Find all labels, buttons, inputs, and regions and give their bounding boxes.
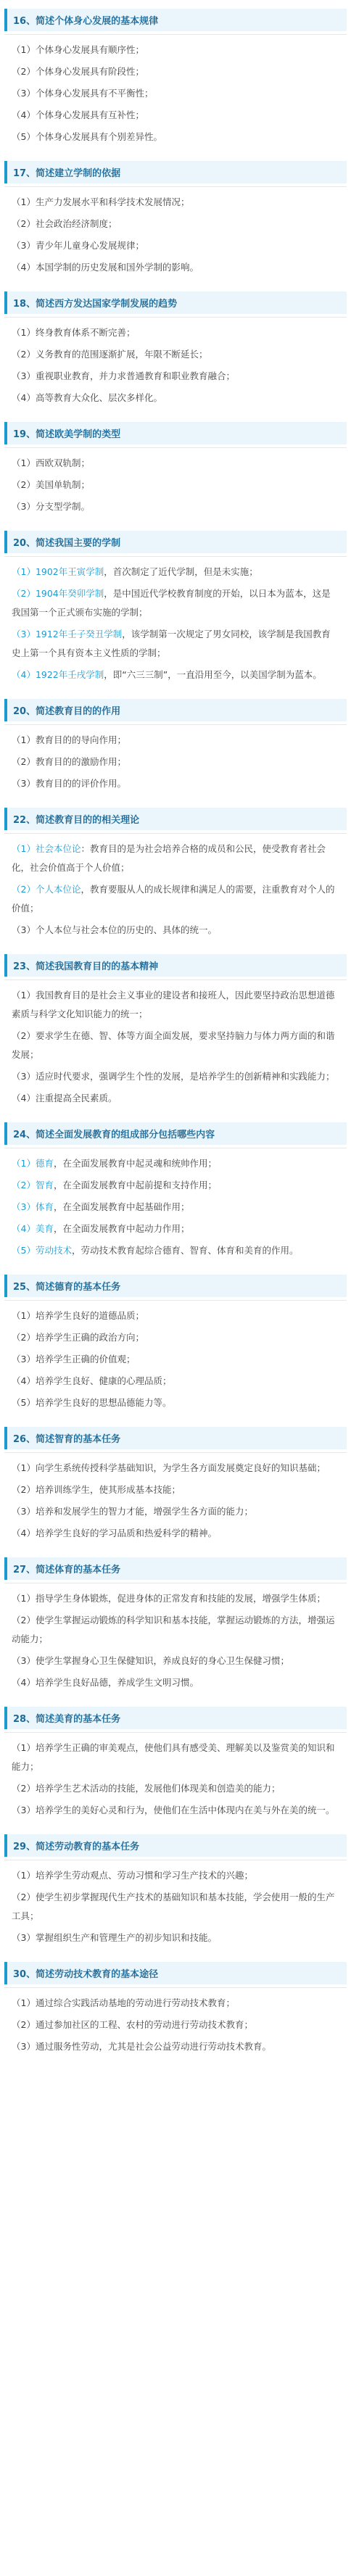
- list-item: [4, 213, 347, 235]
- list-item: [4, 61, 347, 83]
- item-text: ：教育目的是为社会培养合格的成员和公民，使受教育者社会化，社会价值高于个人价值；: [12, 843, 326, 873]
- section: [4, 1275, 347, 1414]
- list-item: [4, 1610, 347, 1650]
- list-item: [4, 1153, 347, 1175]
- list-item: [4, 2014, 347, 2036]
- item-text: ，即“六三三制”，一直沿用至今，以美国学制为蓝本。: [104, 669, 322, 680]
- heading-divider: [4, 317, 347, 318]
- section-heading: 28、简述美育的基本任务: [4, 1707, 347, 1729]
- list-item: [4, 496, 347, 518]
- section: [4, 1427, 347, 1544]
- section: [4, 808, 347, 941]
- heading-divider: [4, 34, 347, 35]
- item-text: （3）青少年儿童身心发展规律；: [12, 240, 144, 251]
- heading-divider: [4, 1732, 347, 1733]
- list-item: [4, 838, 347, 879]
- list-item: [4, 879, 347, 919]
- item-text: （1）培养学生正确的审美观点，使他们具有感受美、理解美以及鉴赏美的知识和能力；: [12, 1742, 335, 1772]
- item-text: （1）指导学生身体锻炼，促进身体的正常发育和技能的发展，增强学生体质；: [12, 1593, 326, 1604]
- item-text: （3）通过服务性劳动，尤其是社会公益劳动进行劳动技术教育。: [12, 2041, 271, 2052]
- item-text: （2）使学生初步掌握现代生产技术的基础知识和基本技能，学会使用一般的生产工具；: [12, 1892, 335, 1921]
- item-text: （4）本国学制的历史发展和国外学制的影响。: [12, 262, 199, 273]
- item-text: （1）教育目的的导向作用；: [12, 734, 126, 745]
- section-heading: 24、简述全面发展教育的组成部分包括哪些内容: [4, 1122, 347, 1145]
- list-item: [4, 561, 347, 583]
- item-text: （4）注重提高全民素质。: [12, 1093, 117, 1103]
- list-item: [4, 1370, 347, 1392]
- list-item: [4, 474, 347, 496]
- highlight-term: （3）1912年壬子癸丑学制: [12, 629, 123, 639]
- item-text: （1）个体身心发展具有顺序性；: [12, 44, 144, 55]
- list-item: [4, 1737, 347, 1778]
- item-text: ，在全面发展教育中起灵魂和统帅作用；: [53, 1158, 217, 1169]
- list-item: [4, 126, 347, 148]
- item-text: ，教育要服从人的成长规律和满足人的需要，注重教育对个人的价值；: [12, 884, 335, 914]
- highlight-term: （3）体育: [12, 1201, 54, 1212]
- section-heading: 25、简述德育的基本任务: [4, 1275, 347, 1297]
- list-item: [4, 773, 347, 795]
- item-text: （1）西欧双轨制；: [12, 457, 90, 468]
- section-heading: 17、简述建立学制的依据: [4, 161, 347, 183]
- item-text: （2）使学生掌握运动锻炼的科学知识和基本技能，掌握运动锻炼的方法，增强运动能力；: [12, 1615, 335, 1644]
- item-text: （1）培养学生劳动观点、劳动习惯和学习生产技术的兴趣；: [12, 1870, 253, 1881]
- list-item: [4, 1305, 347, 1327]
- section: [4, 422, 347, 518]
- list-item: [4, 1457, 347, 1479]
- highlight-term: （1）社会本位论: [12, 843, 81, 854]
- item-text: （3）培养学生的美好心灵和行为，使他们在生活中体现内在美与外在美的统一。: [12, 1805, 335, 1815]
- section-heading: 22、简述教育目的的相关理论: [4, 808, 347, 830]
- highlight-term: （4）1922年壬戌学制: [12, 669, 104, 680]
- list-item: [4, 1088, 347, 1109]
- item-text: （2）义务教育的范围逐渐扩展，年限不断延长；: [12, 349, 208, 360]
- item-text: ，在全面发展教育中起基础作用；: [53, 1201, 190, 1212]
- item-text: （1）终身教育体系不断完善；: [12, 327, 136, 338]
- section-heading: 23、简述我国教育目的的基本精神: [4, 954, 347, 977]
- item-text: （3）重视职业教育，并力求普通教育和职业教育融合；: [12, 370, 235, 381]
- highlight-term: （1）德育: [12, 1158, 54, 1169]
- list-item: [4, 1196, 347, 1218]
- list-item: [4, 1800, 347, 1821]
- list-item: [4, 1175, 347, 1196]
- item-text: （1）生产力发展水平和科学技术发展情况；: [12, 196, 190, 207]
- item-text: ，该学制第一次规定了男女同校，该学制是我国教育史上第一个具有资本主义性质的学制；: [12, 629, 331, 658]
- list-item: [4, 1066, 347, 1088]
- list-item: [4, 1650, 347, 1672]
- list-item: [4, 1240, 347, 1262]
- item-text: （2）要求学生在德、智、体等方面全面发展，要求坚持脑力与体力两方面的和谐发展；: [12, 1030, 335, 1060]
- list-item: [4, 235, 347, 257]
- list-item: [4, 1927, 347, 1949]
- list-item: [4, 1992, 347, 2014]
- item-text: （2）培养训练学生，使其形成基本技能；: [12, 1484, 181, 1495]
- item-text: （2）教育目的的激励作用；: [12, 756, 126, 767]
- heading-divider: [4, 556, 347, 557]
- item-text: （1）向学生系统传授科学基础知识，为学生各方面发展奠定良好的知识基础；: [12, 1462, 326, 1473]
- list-item: [4, 985, 347, 1025]
- heading-divider: [4, 1987, 347, 1988]
- section-heading: 26、简述智育的基本任务: [4, 1427, 347, 1449]
- section-heading: 19、简述欧美学制的类型: [4, 422, 347, 444]
- list-item: [4, 1865, 347, 1887]
- item-text: ，是中国近代学校教育制度的开始，以日本为蓝本，这是我国第一个正式颁布实施的学制；: [12, 588, 331, 618]
- list-item: [4, 39, 347, 61]
- section: [4, 1122, 347, 1262]
- highlight-term: （2）个人本位论: [12, 884, 81, 895]
- section: [4, 1962, 347, 2058]
- list-item: [4, 1349, 347, 1370]
- section: [4, 699, 347, 795]
- section-heading: 27、简述体育的基本任务: [4, 1557, 347, 1580]
- item-text: （2）个体身心发展具有阶段性；: [12, 66, 144, 77]
- list-item: [4, 664, 347, 686]
- highlight-term: （5）劳动技术: [12, 1245, 72, 1256]
- list-item: [4, 104, 347, 126]
- section-heading: 20、简述教育目的的作用: [4, 699, 347, 721]
- list-item: [4, 344, 347, 365]
- item-text: （3）掌握组织生产和管理生产的初步知识和技能。: [12, 1932, 217, 1943]
- section-heading: 20、简述我国主要的学制: [4, 531, 347, 553]
- item-text: ，在全面发展教育中起动力作用；: [53, 1223, 190, 1234]
- highlight-term: （2）智育: [12, 1180, 54, 1190]
- list-item: [4, 387, 347, 409]
- section: [4, 954, 347, 1109]
- section: [4, 9, 347, 148]
- list-item: [4, 1501, 347, 1523]
- list-item: [4, 1778, 347, 1800]
- section-heading: 30、简述劳动技术教育的基本途径: [4, 1962, 347, 1984]
- list-item: [4, 2036, 347, 2058]
- item-text: （2）美国单轨制；: [12, 479, 90, 490]
- list-item: [4, 191, 347, 213]
- item-text: （2）培养学生正确的政治方向；: [12, 1332, 144, 1343]
- section: [4, 531, 347, 686]
- item-text: （2）培养学生艺术活动的技能，发展他们体现美和创造美的能力；: [12, 1783, 281, 1794]
- item-text: （4）培养学生良好的学习品质和热爱科学的精神。: [12, 1528, 217, 1538]
- item-text: （1）我国教育目的是社会主义事业的建设者和接班人，因此要坚持政治思想道德素质与科学文化知识能力的统一；: [12, 990, 335, 1019]
- item-text: ，首次制定了近代学制，但是未实施；: [104, 566, 258, 577]
- list-item: [4, 1672, 347, 1694]
- item-text: （3）培养学生正确的价值观；: [12, 1354, 136, 1364]
- list-item: [4, 751, 347, 773]
- section: [4, 1707, 347, 1821]
- list-item: [4, 919, 347, 941]
- list-item: [4, 83, 347, 104]
- item-text: （4）培养学生良好、健康的心理品质；: [12, 1375, 172, 1386]
- item-text: （1）通过综合实践活动基地的劳动进行劳动技术教育；: [12, 1997, 235, 2008]
- item-text: （3）教育目的的评价作用。: [12, 778, 126, 789]
- list-item: [4, 1588, 347, 1610]
- section-heading: 18、简述西方发达国家学制发展的趋势: [4, 291, 347, 314]
- heading-divider: [4, 1300, 347, 1301]
- item-text: （4）高等教育大众化、层次多样化。: [12, 392, 162, 403]
- item-text: （4）个体身心发展具有互补性；: [12, 109, 144, 120]
- heading-divider: [4, 447, 347, 448]
- list-item: [4, 583, 347, 624]
- heading-divider: [4, 1452, 347, 1453]
- item-text: （1）培养学生良好的道德品质；: [12, 1310, 144, 1321]
- heading-divider: [4, 186, 347, 187]
- list-item: [4, 322, 347, 344]
- highlight-term: （1）1902年王寅学制: [12, 566, 104, 577]
- item-text: （4）培养学生良好品德，养成学生文明习惯。: [12, 1677, 199, 1688]
- item-text: ，劳动技术教育起综合德育、智育、体育和美育的作用。: [71, 1245, 299, 1256]
- section-heading: 16、简述个体身心发展的基本规律: [4, 9, 347, 31]
- list-item: [4, 452, 347, 474]
- item-text: （3）个体身心发展具有不平衡性；: [12, 88, 154, 99]
- list-item: [4, 1523, 347, 1544]
- heading-divider: [4, 833, 347, 834]
- list-item: [4, 1218, 347, 1240]
- list-item: [4, 1479, 347, 1501]
- heading-divider: [4, 724, 347, 725]
- item-text: ，在全面发展教育中起前提和支持作用；: [53, 1180, 217, 1190]
- item-text: （3）培养和发展学生的智力才能，增强学生各方面的能力；: [12, 1506, 253, 1517]
- section: [4, 161, 347, 278]
- list-item: [4, 624, 347, 664]
- list-item: [4, 365, 347, 387]
- list-item: [4, 729, 347, 751]
- list-item: [4, 1327, 347, 1349]
- highlight-term: （4）美育: [12, 1223, 54, 1234]
- section-heading: 29、简述劳动教育的基本任务: [4, 1834, 347, 1857]
- section: [4, 1557, 347, 1694]
- item-text: （5）个体身心发展具有个别差异性。: [12, 131, 162, 142]
- list-item: [4, 1887, 347, 1927]
- list-item: [4, 1392, 347, 1414]
- item-text: （3）适应时代要求，强调学生个性的发展，是培养学生的创新精神和实践能力；: [12, 1071, 335, 1082]
- section: [4, 1834, 347, 1949]
- highlight-term: （2）1904年癸卯学制: [12, 588, 104, 599]
- item-text: （3）分支型学制。: [12, 501, 90, 512]
- item-text: （3）使学生掌握身心卫生保健知识，养成良好的身心卫生保健习惯；: [12, 1655, 289, 1666]
- item-text: （3）个人本位与社会本位的历史的、具体的统一。: [12, 924, 217, 935]
- section: [4, 291, 347, 409]
- item-text: （5）培养学生良好的思想品德能力等。: [12, 1397, 172, 1408]
- item-text: （2）社会政治经济制度；: [12, 218, 117, 229]
- list-item: [4, 1025, 347, 1066]
- list-item: [4, 257, 347, 278]
- item-text: （2）通过参加社区的工程、农村的劳动进行劳动技术教育；: [12, 2019, 253, 2030]
